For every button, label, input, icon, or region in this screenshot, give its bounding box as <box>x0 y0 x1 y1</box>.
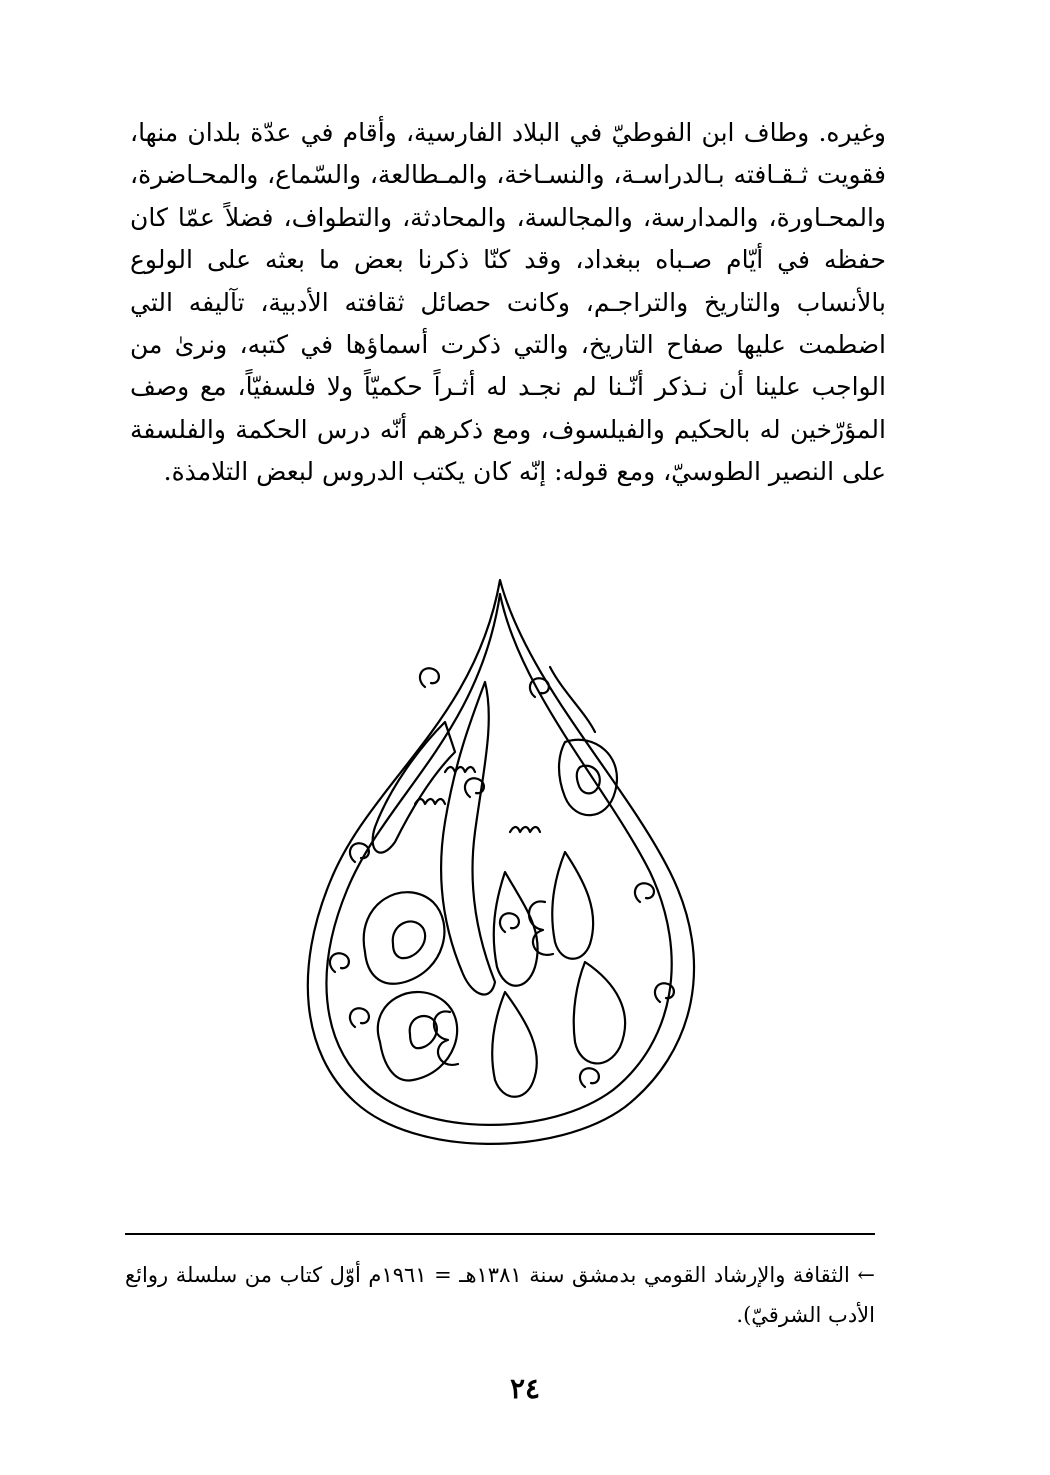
footnote <box>125 1255 875 1335</box>
teardrop-calligraphy-icon <box>295 572 715 1152</box>
body-paragraph: وغيره. وطاف ابن الفوطيّ في البلاد الفارسية، وأقام في عدّة بلدان منها، فقويت ثـقـافته بـالدراسـة، والنسـاخة، والمـطالعة، والسّماع، والمحـاضرة، والمحـاورة، والمدارسة، والمجالسة، والمحادثة، والتطواف، فضلاً عمّا كان حفظه في أيّام صـباه ببغداد، وقد كنّا ذكرنا بعض ما بعثه على الولوع بالأنساب والتاريخ والتراجـم، وكانت حصائل ثقافته الأدبية، تآليفه التي اضطمت عليها صفاح التاريخ، والتي ذكرت أسماؤها في كتبه، ونرىٰ من الواجب علينا أن نـذكر أنّـنا لم نجـد له أثـراً حكميّاً ولا فلسفيّاً، مع وصف المؤرّخين له بالحكيم والفيلسوف، ومع ذكرهم أنّه درس الحكمة والفلسفة على النصير الطوسيّ، ومع قوله: إنّه كان يكتب الدروس لبعض التلامذة. <box>130 118 886 487</box>
page-number: ٢٤ <box>509 1372 541 1405</box>
footnote-text: ← الثقافة والإرشاد القومي بدمشق سنة ١٣٨١هـ = ١٩٦١م أوّل كتاب من سلسلة روائع الأدب الشرقيّ). <box>125 1263 875 1327</box>
footnote-divider <box>125 1233 875 1235</box>
body-text <box>130 112 886 494</box>
